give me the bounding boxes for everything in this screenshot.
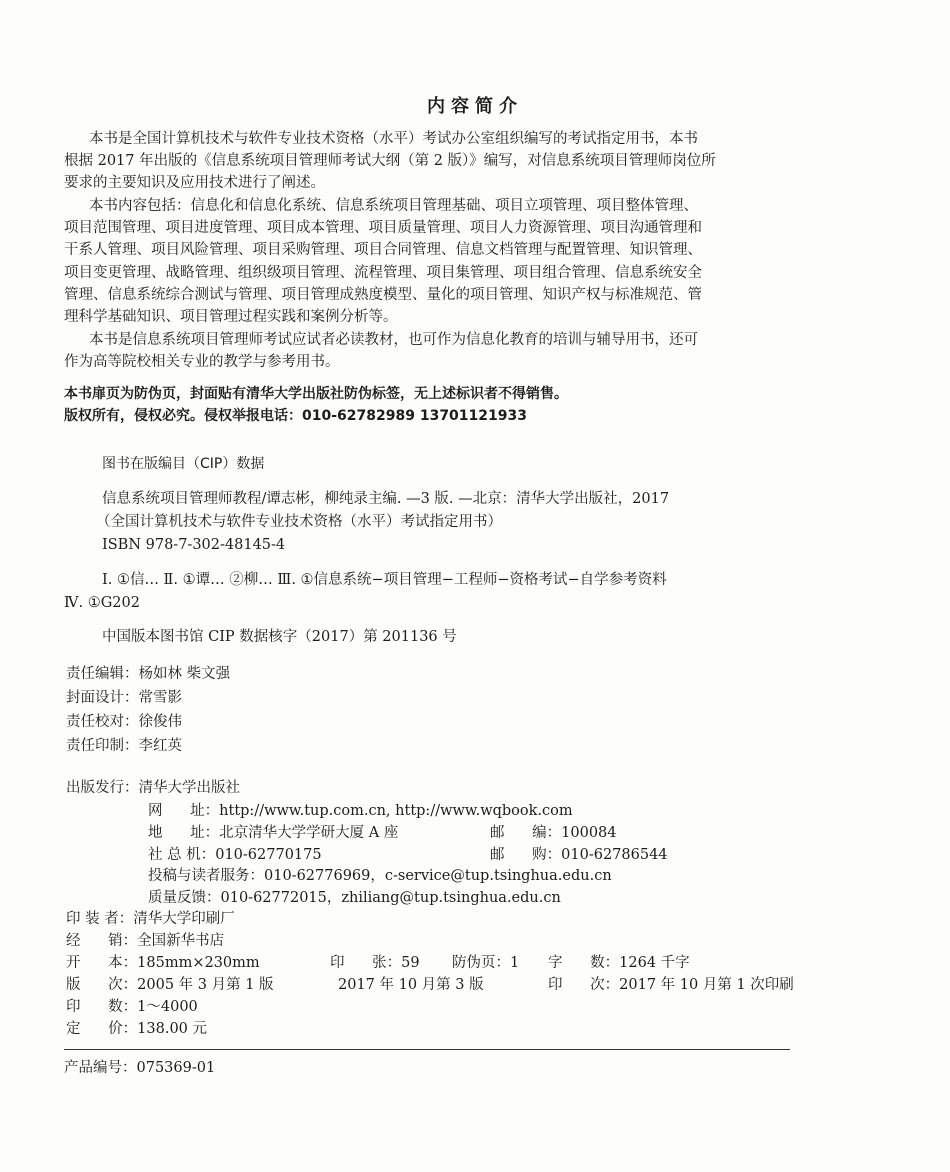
address-row [148, 823, 398, 843]
intro-line: 本书是全国计算机技术与软件专业技术资格（水平）考试办公室组织编写的考试指定用书，本书 [89, 131, 698, 147]
quality-value: 010-62772015，zhiliang@tup.tsinghua.edu.cn [220, 890, 561, 906]
format-value: 185mm×230mm [137, 955, 260, 971]
copies-row [66, 997, 198, 1017]
mailorder-value: 010-62786544 [561, 847, 668, 863]
words-row [548, 953, 690, 973]
cip-classification: Ⅰ. ①信… Ⅱ. ①谭… ②柳… Ⅲ. ①信息系统−项目管理−工程师−资格考试−自学参考资料 [102, 572, 667, 588]
address-value: 北京清华大学学研大厦 A 座 [219, 825, 399, 841]
edition-row [66, 975, 274, 995]
editor-label: 责任印制： [66, 738, 139, 754]
product-code-row [64, 1058, 215, 1078]
editor-value: 杨如林 柴文强 [138, 666, 231, 682]
edition-third: 2017 年 10 月第 3 版 [338, 977, 484, 993]
publisher-label: 出版发行： [66, 780, 139, 796]
impression-row [548, 975, 794, 995]
editor-row [66, 664, 230, 684]
website-row [148, 801, 573, 821]
quality-label: 质量反馈： [148, 890, 221, 906]
editor-label: 封面设计： [66, 690, 139, 706]
printer-value: 清华大学印刷厂 [133, 911, 235, 927]
postcode-value: 100084 [561, 825, 617, 841]
cip-classification: Ⅳ. ①G202 [64, 595, 140, 611]
intro-line: 本书是信息系统项目管理师考试应试者必读教材，也可作为信息化教育的培训与辅导用书，还可 [89, 332, 698, 348]
publisher-name: 清华大学出版社 [138, 780, 240, 796]
product-code-label: 产品编号： [64, 1060, 137, 1076]
submission-row [148, 866, 612, 886]
words-label: 字 数： [548, 955, 620, 971]
antifake-value: 1 [510, 955, 520, 971]
printer-label: 印 装 者： [66, 911, 134, 927]
sheets-label: 印 张： [330, 955, 402, 971]
intro-line: 干系人管理、项目风险管理、项目采购管理、项目合同管理、信息文档管理与配置管理、知识管理、 [64, 242, 702, 258]
cip-heading: 图书在版编目（CIP）数据 [102, 456, 265, 472]
intro-line: 项目变更管理、战略管理、组织级项目管理、流程管理、项目集管理、项目组合管理、信息系统安全 [64, 265, 702, 281]
antifake-row [452, 953, 519, 973]
impression-label: 印 次： [548, 977, 620, 993]
edition-label: 版 次： [66, 977, 138, 993]
copyright-notice: 版权所有，侵权必究。侵权举报电话：010-62782989 13701121933 [64, 408, 527, 424]
copies-label: 印 数： [66, 999, 138, 1015]
distributor-value: 全国新华书店 [137, 933, 225, 949]
editor-value: 常雪影 [138, 690, 182, 706]
intro-line: 管理、信息系统综合测试与管理、项目管理成熟度模型、量化的项目管理、知识产权与标准规范、管 [64, 287, 702, 303]
cip-line: （全国计算机技术与软件专业技术资格（水平）考试指定用书） [96, 514, 502, 530]
mailorder-label: 邮 购： [490, 847, 562, 863]
sheets-row [330, 953, 420, 973]
publisher-row [66, 778, 240, 798]
editor-label: 责任编辑： [66, 666, 139, 682]
distributor-label: 经 销： [66, 933, 138, 949]
editor-row [66, 712, 182, 732]
editor-value: 徐俊伟 [138, 714, 182, 730]
edition-first: 2005 年 3 月第 1 版 [137, 977, 274, 993]
words-value: 1264 千字 [619, 955, 690, 971]
impression-value: 2017 年 10 月第 1 次印刷 [619, 977, 794, 993]
price-label: 定 价： [66, 1021, 138, 1037]
format-label: 开 本： [66, 955, 138, 971]
sheets-value: 59 [401, 955, 420, 971]
postcode-label: 邮 编： [490, 825, 562, 841]
intro-line: 根据 2017 年出版的《信息系统项目管理师考试大纲（第 2 版）》编写，对信息系统项目管理师岗位所 [64, 153, 716, 169]
editor-row [66, 688, 182, 708]
cip-line: 信息系统项目管理师教程/谭志彬，柳纯录主编. —3 版. —北京：清华大学出版社，2017 [102, 491, 670, 507]
mailorder-row [490, 845, 668, 865]
page-title: 内容简介 [427, 96, 523, 117]
anti-counterfeit-notice: 本书扉页为防伪页，封面贴有清华大学出版社防伪标签，无上述标识者不得销售。 [64, 386, 568, 402]
editor-value: 李红英 [138, 738, 182, 754]
intro-line: 作为高等院校相关专业的教学与参考用书。 [64, 354, 340, 370]
format-row [66, 953, 260, 973]
editor-label: 责任校对： [66, 714, 139, 730]
price-row [66, 1019, 207, 1039]
switchboard-row [148, 845, 322, 865]
intro-line: 理科学基础知识、项目管理过程实践和案例分析等。 [64, 309, 398, 325]
switchboard-label: 社 总 机： [148, 847, 216, 863]
website-value: http://www.tup.com.cn, http://www.wqbook.com [219, 803, 573, 819]
postcode-row [490, 823, 617, 843]
submission-value: 010-62776969，c-service@tup.tsinghua.edu.cn [264, 868, 612, 884]
quality-row [148, 888, 561, 908]
printer-row [66, 909, 235, 929]
intro-line: 要求的主要知识及应用技术进行了阐述。 [64, 175, 325, 191]
distributor-row [66, 931, 224, 951]
antifake-label: 防伪页： [452, 955, 510, 971]
editor-row [66, 736, 182, 756]
website-label: 网 址： [148, 803, 220, 819]
price-value: 138.00 元 [137, 1021, 208, 1037]
cip-verification: 中国版本图书馆 CIP 数据核字（2017）第 201136 号 [102, 629, 457, 645]
intro-line: 本书内容包括：信息化和信息化系统、信息系统项目管理基础、项目立项管理、项目整体管理、 [89, 198, 698, 214]
product-code-value: 075369-01 [136, 1060, 216, 1076]
submission-label: 投稿与读者服务： [148, 868, 264, 884]
cip-isbn: ISBN 978-7-302-48145-4 [102, 537, 286, 553]
switchboard-value: 010-62770175 [215, 847, 322, 863]
address-label: 地 址： [148, 825, 220, 841]
divider [64, 1049, 790, 1050]
intro-line: 项目范围管理、项目进度管理、项目成本管理、项目质量管理、项目人力资源管理、项目沟通管理和 [64, 220, 702, 236]
copies-value: 1～4000 [137, 999, 198, 1015]
